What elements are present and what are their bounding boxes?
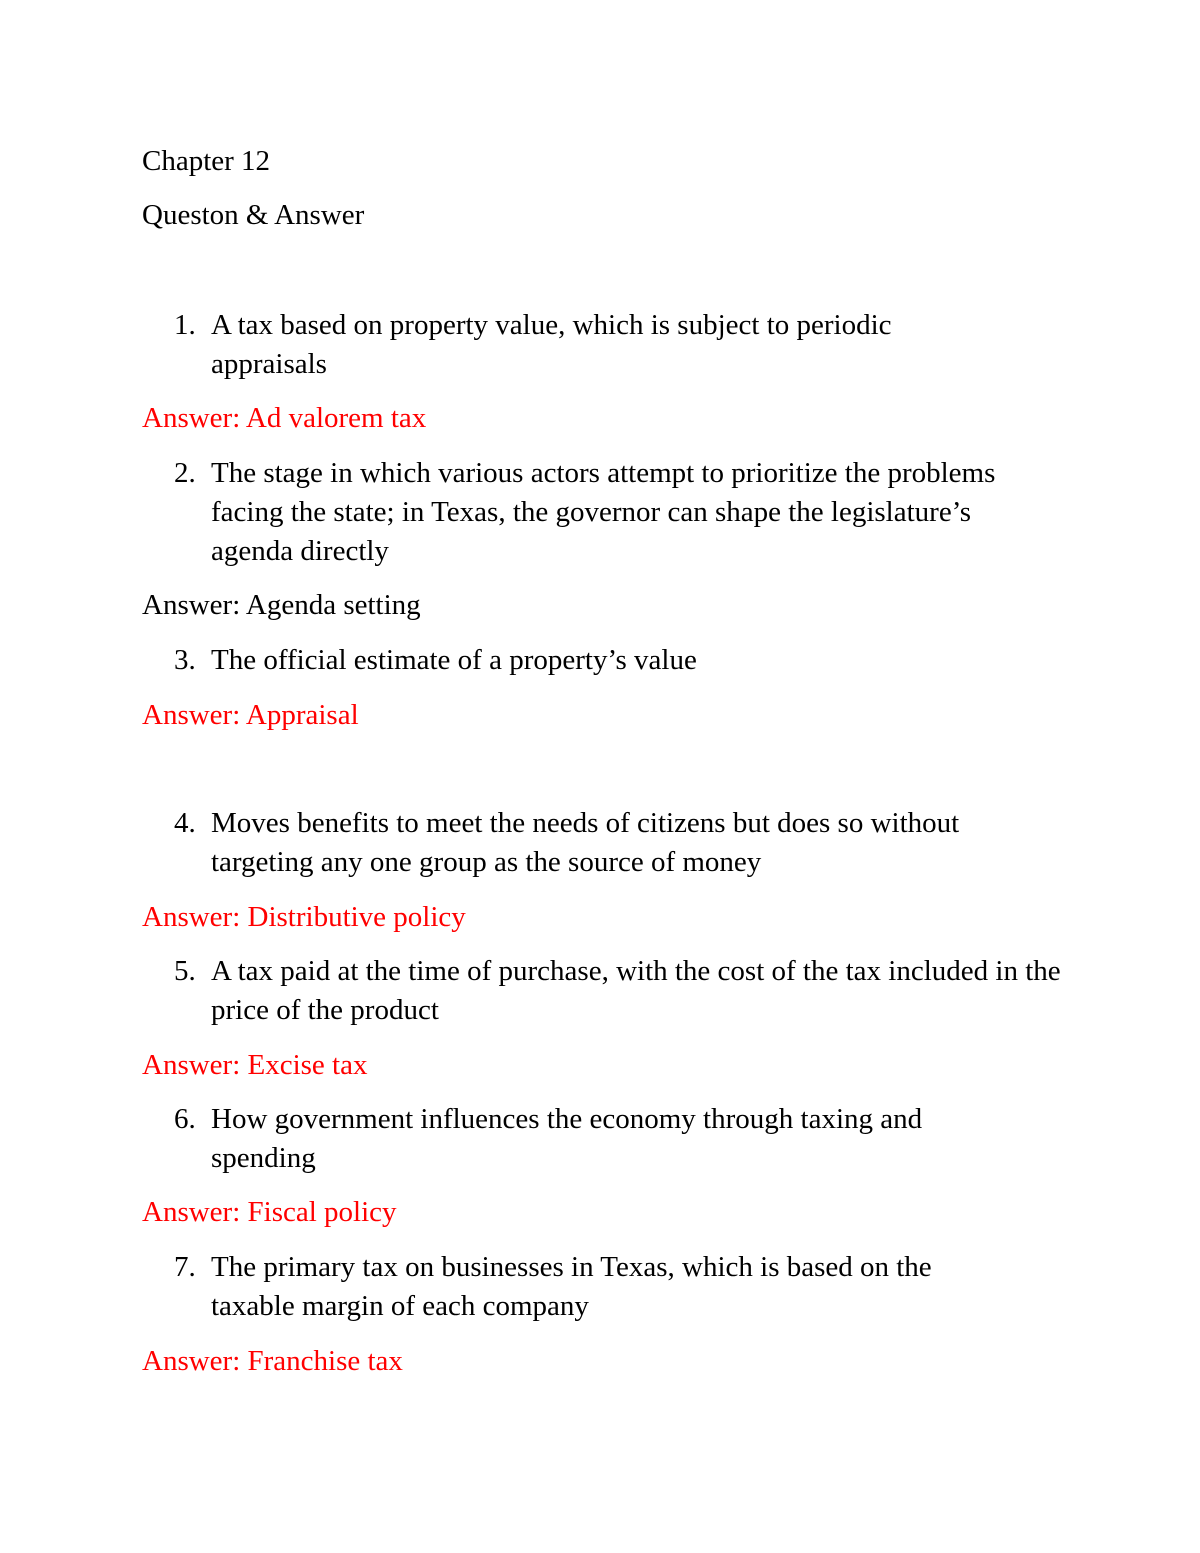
- answer-text: Answer: Appraisal: [142, 699, 359, 731]
- question-number: 3.: [174, 644, 196, 676]
- question-number: 5.: [174, 955, 196, 987]
- answer-text: Answer: Distributive policy: [142, 901, 466, 933]
- answer-text: Answer: Franchise tax: [142, 1345, 403, 1377]
- answer-text: Answer: Excise tax: [142, 1049, 368, 1081]
- question-number: 1.: [174, 309, 196, 341]
- question-text: A tax paid at the time of purchase, with the cost of the tax included in the price of the product: [211, 955, 1061, 1026]
- question-text: The primary tax on businesses in Texas, which is based on the taxable margin of each company: [211, 1251, 932, 1322]
- question-text: How government influences the economy through taxing and spending: [211, 1103, 923, 1174]
- answer-text: Answer: Agenda setting: [142, 589, 421, 621]
- question-text: A tax based on property value, which is subject to periodic appraisals: [211, 309, 892, 380]
- answer-text: Answer: Fiscal policy: [142, 1196, 397, 1228]
- answer-text: Answer: Ad valorem tax: [142, 402, 427, 434]
- question-number: 2.: [174, 457, 196, 489]
- question-number: 6.: [174, 1103, 196, 1135]
- question-text: The stage in which various actors attempt to prioritize the problems facing the state; in Texas, the governor can shape the legislature’s agenda directly: [211, 457, 996, 567]
- document-subtitle: Queston & Answer: [142, 199, 365, 231]
- question-number: 7.: [174, 1251, 196, 1283]
- question-text: The official estimate of a property’s value: [211, 644, 697, 676]
- chapter-title: Chapter 12: [142, 145, 271, 177]
- question-text: Moves benefits to meet the needs of citizens but does so without targeting any one group as the source of money: [211, 807, 960, 878]
- question-number: 4.: [174, 807, 196, 839]
